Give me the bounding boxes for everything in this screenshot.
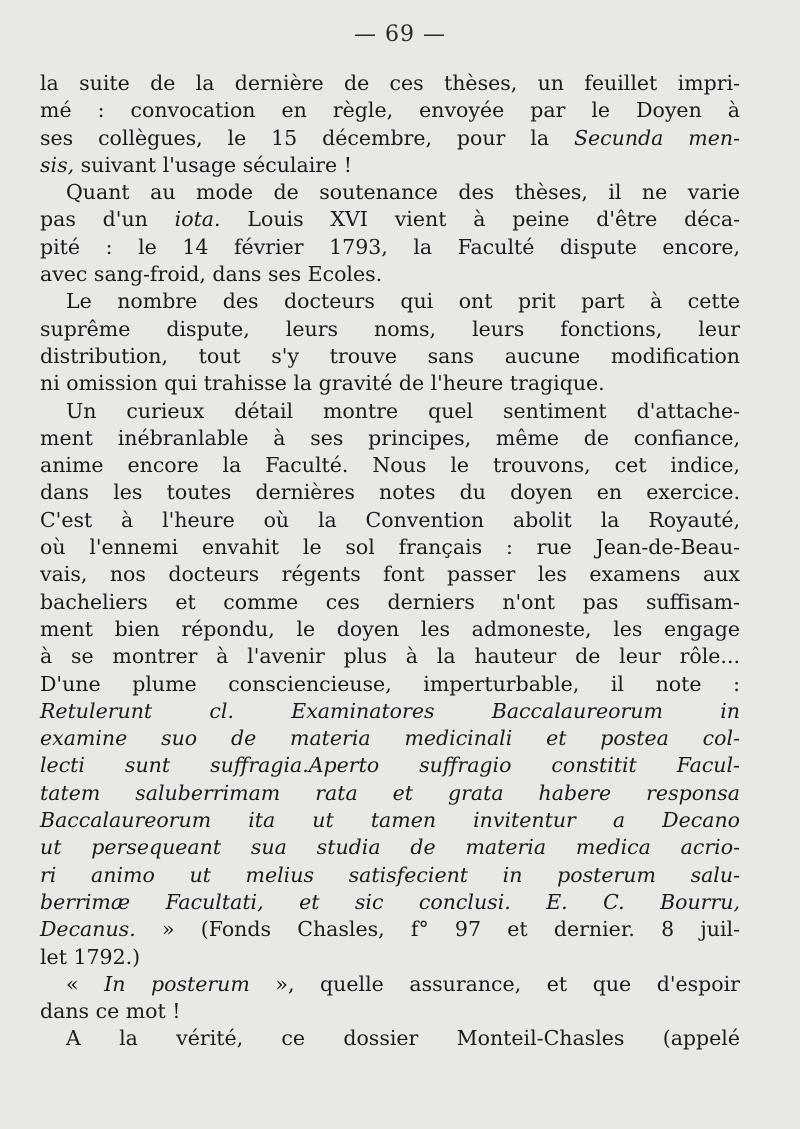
text-segment: ni omission qui trahisse la gravité de l'heure tragique.	[40, 371, 605, 396]
text-segment: let 1792.)	[40, 944, 141, 969]
text-line	[40, 944, 740, 971]
text-line	[40, 834, 740, 861]
italic-text: berrimæ Facultati, et sic conclusi. E. C. Bourru,	[40, 889, 740, 914]
italic-text: examine suo de materia medicinali et postea col-	[40, 726, 740, 751]
text-segment: vais, nos docteurs régents font passer les examens aux	[40, 562, 740, 587]
text-line	[40, 97, 740, 124]
text-segment: mé : convocation en règle, envoyée par le Doyen à	[40, 98, 740, 123]
italic-text: Secunda men-	[573, 125, 740, 150]
text-segment: dans ce mot !	[40, 999, 181, 1024]
text-segment: distribution, tout s'y trouve sans aucune modification	[40, 343, 740, 368]
text-line	[40, 234, 740, 261]
text-line	[40, 671, 740, 698]
text-line	[40, 780, 740, 807]
text-segment: Un curieux détail montre quel sentiment d'attache-	[66, 398, 740, 423]
italic-text: In posterum	[104, 971, 250, 996]
text-line	[40, 534, 740, 561]
text-line	[40, 725, 740, 752]
text-segment: suivant l'usage séculaire !	[74, 152, 352, 177]
italic-text: ri animo ut melius satisfecient in posterum salu-	[40, 862, 740, 887]
text-segment: avec sang-froid, dans ses Ecoles.	[40, 262, 383, 287]
text-line	[40, 125, 740, 152]
text-segment: «	[66, 971, 105, 996]
text-line	[40, 507, 740, 534]
italic-text: Decanus.	[40, 917, 136, 942]
text-line	[40, 807, 740, 834]
text-line	[40, 889, 740, 916]
italic-text: Baccalaureorum ita ut tamen invitentur a Decano	[40, 808, 740, 833]
text-segment: anime encore la Faculté. Nous le trouvons, cet indice,	[40, 453, 740, 478]
text-line	[40, 1025, 740, 1052]
text-line	[40, 398, 740, 425]
italic-text: ut persequeant sua studia de materia medica acrio-	[40, 835, 740, 860]
italic-text: lecti sunt suffragia.Aperto suffragio constitit Facul-	[40, 753, 740, 778]
text-line	[40, 152, 740, 179]
text-line	[40, 479, 740, 506]
body-text	[40, 70, 740, 1053]
text-line	[40, 862, 740, 889]
text-line	[40, 589, 740, 616]
text-line	[40, 179, 740, 206]
text-line	[40, 261, 740, 288]
text-segment: ment bien répondu, le doyen les admoneste, les engage	[40, 616, 740, 641]
text-line	[40, 288, 740, 315]
text-segment: où l'ennemi envahit le sol français : rue Jean-de-Beau-	[40, 535, 740, 560]
text-line	[40, 998, 740, 1025]
text-segment: ment inébranlable à ses principes, même de confiance,	[40, 425, 740, 450]
text-line	[40, 452, 740, 479]
text-line	[40, 343, 740, 370]
text-line	[40, 425, 740, 452]
text-line	[40, 698, 740, 725]
text-segment: . Louis XVI vient à peine d'être déca-	[214, 207, 741, 232]
text-segment: la suite de la dernière de ces thèses, un feuillet impri-	[40, 71, 740, 95]
italic-text: tatem saluberrimam rata et grata habere responsa	[40, 780, 740, 805]
text-line	[40, 643, 740, 670]
italic-text: Retulerunt cl. Examinatores Baccalaureorum in	[40, 698, 740, 723]
text-segment: dans les toutes dernières notes du doyen en exercice.	[40, 480, 740, 505]
text-line	[40, 206, 740, 233]
text-segment: » (Fonds Chasles, f° 97 et dernier. 8 juil-	[135, 917, 740, 942]
text-line	[40, 752, 740, 779]
text-line	[40, 70, 740, 97]
page-number: — 69 —	[354, 22, 446, 47]
text-line	[40, 370, 740, 397]
text-segment: Le nombre des docteurs qui ont prit part à cette	[66, 289, 740, 314]
text-segment: A la vérité, ce dossier Monteil-Chasles (appelé	[66, 1026, 740, 1051]
text-line	[40, 316, 740, 343]
text-segment: bacheliers et comme ces derniers n'ont pas suffisam-	[40, 589, 740, 614]
text-segment: C'est à l'heure où la Convention abolit la Royauté,	[40, 507, 740, 532]
text-line	[40, 916, 740, 943]
italic-text: sis,	[40, 152, 75, 177]
text-segment: pas d'un	[40, 207, 175, 232]
text-segment: D'une plume consciencieuse, imperturbable, il note :	[40, 671, 740, 696]
text-segment: », quelle assurance, et que d'espoir	[249, 971, 740, 996]
italic-text: iota	[174, 207, 215, 232]
text-segment: suprême dispute, leurs noms, leurs fonctions, leur	[40, 316, 740, 341]
text-line	[40, 616, 740, 643]
text-segment: ses collègues, le 15 décembre, pour la	[40, 125, 574, 150]
text-segment: Quant au mode de soutenance des thèses, il ne varie	[66, 180, 740, 205]
text-segment: à se montrer à l'avenir plus à la hauteur de leur rôle...	[40, 644, 740, 669]
text-line	[40, 971, 740, 998]
text-segment: pité : le 14 février 1793, la Faculté dispute encore,	[40, 234, 740, 259]
text-line	[40, 561, 740, 588]
